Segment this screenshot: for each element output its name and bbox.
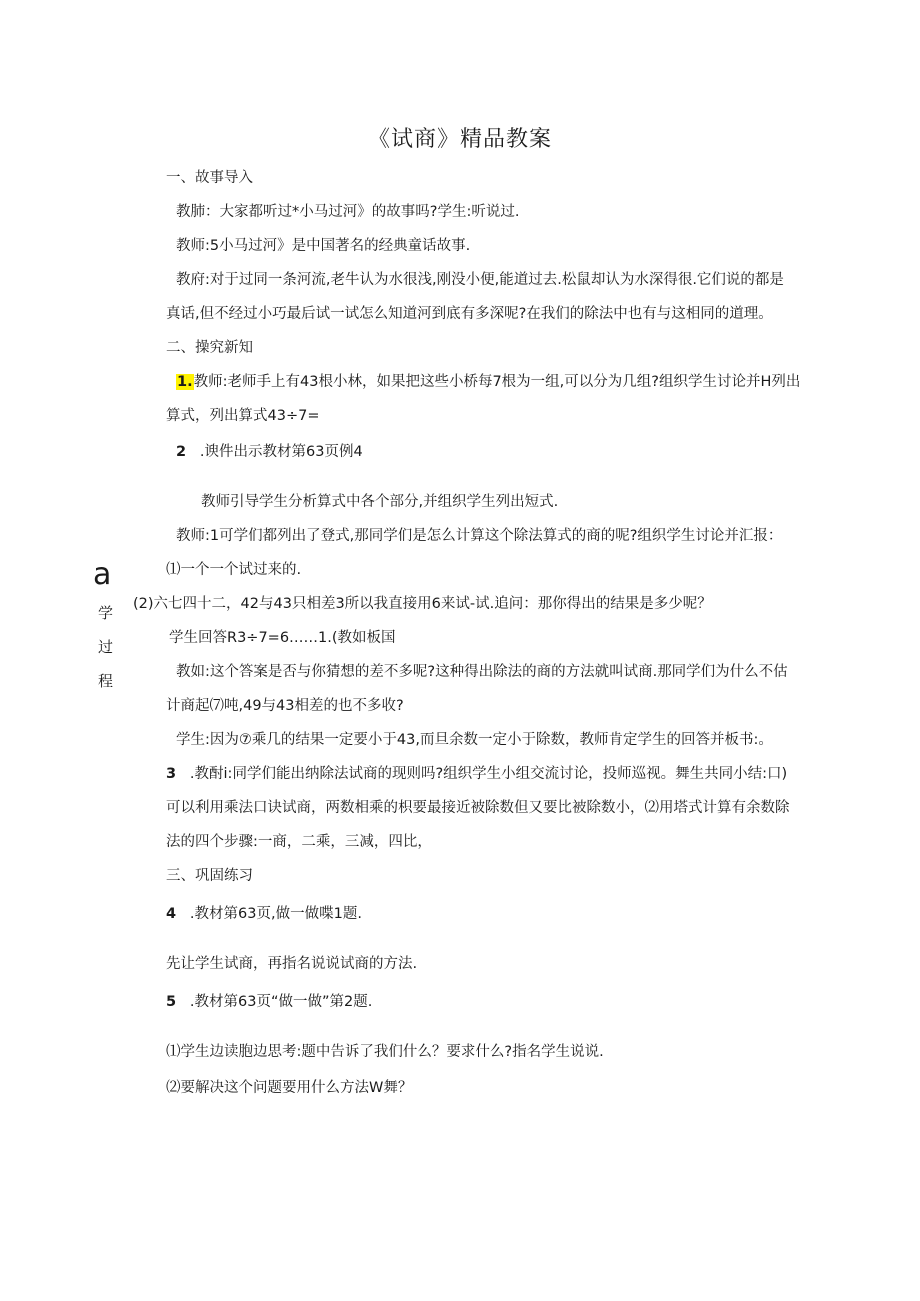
list-number: 2 — [176, 444, 187, 460]
paragraph-line: 学生:因为⑦乘几的结果一定要小于43,而旦余数一定小于除数，教师肯定学生的回答并板书:。 — [176, 732, 773, 748]
paragraph-line: ⑵要解决这个问题要用什么方法W舞？ — [166, 1080, 413, 1096]
paragraph-line: ⑴学生边读胞边思考:题中告诉了我们什么？要求什么?指名学生说说. — [166, 1044, 604, 1060]
paragraph-line: ⑴一个一个试过来的. — [166, 562, 302, 578]
page-title: 《试商》精品教案 — [367, 127, 552, 152]
paragraph-line: 教如:这个答案是否与你猜想的差不多呢?这种得出除法的商的方法就叫试商.那同学们为什么不估 — [176, 664, 788, 680]
list-number: 4 — [166, 906, 177, 922]
side-label-letter: a — [93, 557, 112, 592]
paragraph-line: 可以利用乘法口诀试商，两数相乘的枳要最接近被除数但又要比被除数小，⑵用塔式计算有余数除 — [166, 800, 790, 816]
list-number: 5 — [166, 994, 177, 1010]
section-heading-practice: 三、巩固练习 — [166, 868, 253, 884]
paragraph-line: 计商起⑺吨,49与43相差的也不多收? — [166, 698, 404, 714]
paragraph-text: .谀件出示教材第63页例4 — [199, 444, 363, 460]
side-label-char: 过 — [98, 638, 114, 656]
paragraph-line: 法的四个步骤:一商，二乘，三减，四比， — [166, 834, 432, 850]
paragraph-line: 教肺：大家都听过*小马过河》的故事吗?学生:听说过. — [176, 204, 520, 220]
paragraph-line: 教师:1可学们都列出了登式,那同学们是怎么计算这个除法算式的商的呢?组织学生讨论并汇报： — [176, 528, 783, 544]
paragraph-text: 教师:老师手上有43根小林，如果把这些小桥每7根为一组,可以分为几组?组织学生讨论并H列出 — [193, 374, 801, 390]
paragraph-text: .教材第63页,做一做喋1题. — [189, 906, 362, 922]
side-label-char: 程 — [98, 672, 114, 690]
paragraph-line: 教师引导学生分析算式中各个部分,并组织学生列出短式. — [201, 494, 559, 510]
side-label-char: 学 — [98, 604, 114, 622]
paragraph-line: 先让学生试商，再指名说说试商的方法. — [166, 956, 418, 972]
paragraph-text: .教材第63页“做一做”第2题. — [189, 994, 373, 1010]
list-number: 1. — [177, 374, 193, 390]
paragraph-line: 教府:对于过同一条河流,老牛认为水很浅,刚没小便,能道过去.松鼠却认为水深得很.它们说的都是 — [176, 272, 784, 288]
section-heading-explore: 二、操究新知 — [166, 340, 253, 356]
paragraph-line — [166, 904, 362, 924]
paragraph-line — [166, 992, 372, 1012]
paragraph-line — [176, 372, 800, 392]
paragraph-line: 真话,但不经过小巧最后试一试怎么知道河到底有多深呢?在我们的除法中也有与这相同的道理。 — [166, 306, 773, 322]
paragraph-line — [166, 764, 787, 784]
paragraph-line: 教师:5小马过河》是中国著名的经典童话故事. — [176, 238, 471, 254]
paragraph-text: .教酎i:同学们能出纳除法试商的现则吗?组织学生小组交流讨论，投师巡视。舞生共同小结:口) — [189, 766, 788, 782]
paragraph-line: 学生回答R3÷7=6……1.(教如板国 — [169, 630, 396, 646]
paragraph-line: (2)六七四十二，42与43只相差3所以我直接用6来试-试.追问：那你得出的结果是多少呢？ — [133, 596, 712, 612]
list-number: 3 — [166, 766, 177, 782]
paragraph-line: 算式，列出算式43÷7= — [166, 408, 320, 424]
paragraph-line — [176, 442, 363, 462]
section-heading-story: 一、故事导入 — [166, 170, 253, 186]
